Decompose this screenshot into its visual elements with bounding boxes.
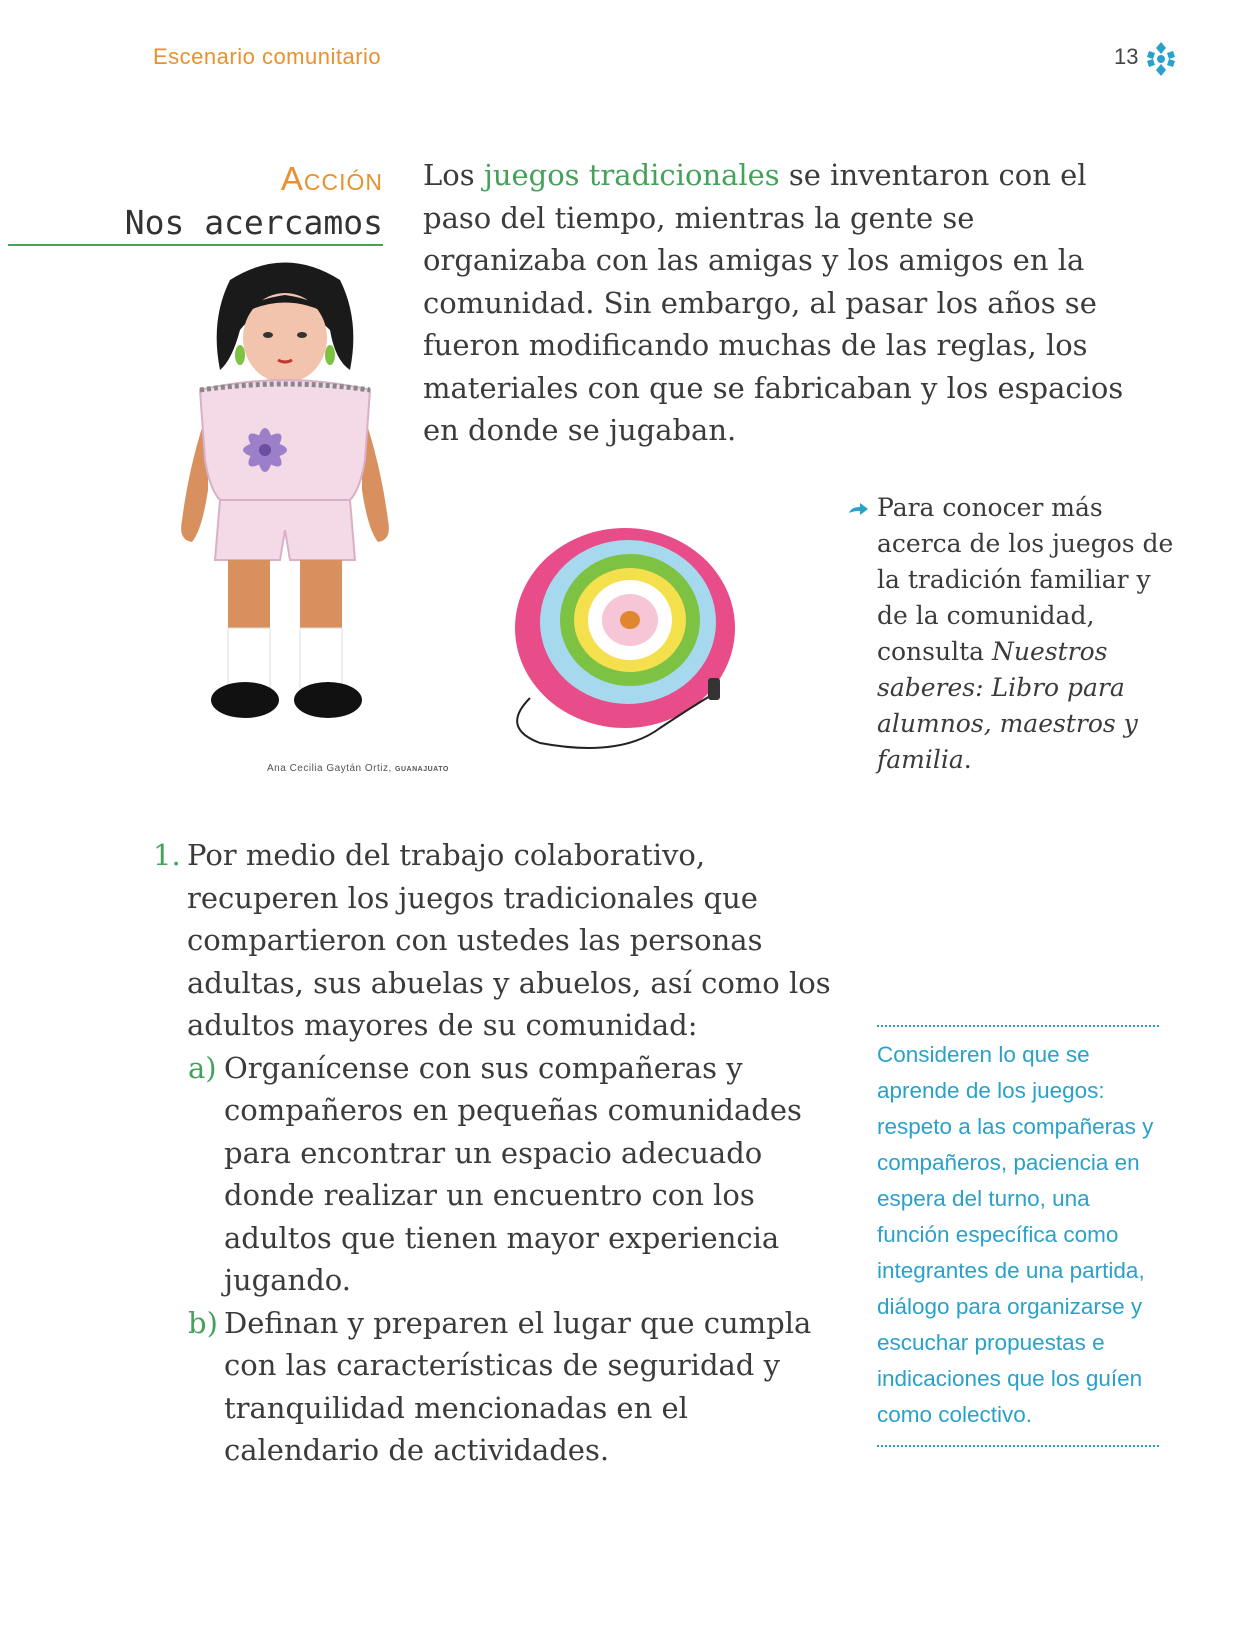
book-logo-icon: [1146, 42, 1176, 76]
doll-illustration: [160, 260, 410, 750]
yoyo-illustration: [500, 518, 750, 763]
subitem-text: Organícense con sus compañeras y compañeros en pequeñas comunidades para encontrar un espacio adecuado donde realizar un encuentro con los adultos que tienen mayor experiencia jugando.: [224, 1050, 802, 1297]
subitem-letter: b): [188, 1305, 218, 1340]
activity-subitem-b: [153, 1302, 833, 1472]
section-subtitle: Nos acercamos: [124, 203, 383, 242]
side-note: [877, 490, 1177, 778]
tip-box: [877, 1025, 1159, 1447]
tip-text: Consideren lo que se aprende de los juegos: respeto a las compañeras y compañeros, paciencia en espera del turno, una función específica como integrantes de una partida, diálogo para organizarse y escuchar propuestas e indicaciones que los guíen como colectivo.: [877, 1042, 1154, 1427]
intro-paragraph: [423, 154, 1143, 452]
credit-author: Ana Cecilia Gaytán Ortiz,: [267, 763, 396, 774]
page-number: 13: [1114, 44, 1139, 69]
title-divider: [8, 244, 383, 246]
subitem-letter: a): [188, 1050, 217, 1085]
intro-before: Los: [423, 158, 484, 192]
section-header: Escenario comunitario: [153, 44, 382, 69]
activity-item: [153, 834, 833, 1047]
activity-text: Por medio del trabajo colaborativo, recuperen los juegos tradicionales que compartieron con ustedes las personas adultas, sus abuelas y abuelos, así como los adultos mayores de su comunidad:: [187, 838, 831, 1042]
image-credit: [267, 763, 449, 774]
side-note-book-title: Nuestros saberes: Libro para alumnos, maestros y familia: [877, 637, 1138, 774]
side-note-end: .: [963, 745, 972, 774]
subitem-text: Definan y preparen el lugar que cumpla con las características de seguridad y tranquilidad mencionadas en el calendario de actividades.: [224, 1305, 812, 1467]
section-kicker: Acción: [280, 160, 383, 197]
intro-highlight: juegos tradicionales: [483, 158, 780, 192]
arrow-icon: [847, 502, 869, 516]
activity-subitem-a: [153, 1047, 833, 1302]
intro-after: se inventaron con el paso del tiempo, mientras la gente se organizaba con las amigas y los amigos en la comunidad. Sin embargo, al pasar los años se fueron modificando muchas de las reglas, los materiales con que se fabricaban y los espacios en donde se jugaban.: [423, 158, 1124, 447]
activity-list: [153, 834, 833, 1472]
side-note-text: Para conocer más acerca de los juegos de la tradición familiar y de la comunidad, consulta: [877, 493, 1174, 666]
credit-state: GUANAJUATO: [395, 766, 449, 773]
activity-number: 1.: [153, 838, 181, 872]
